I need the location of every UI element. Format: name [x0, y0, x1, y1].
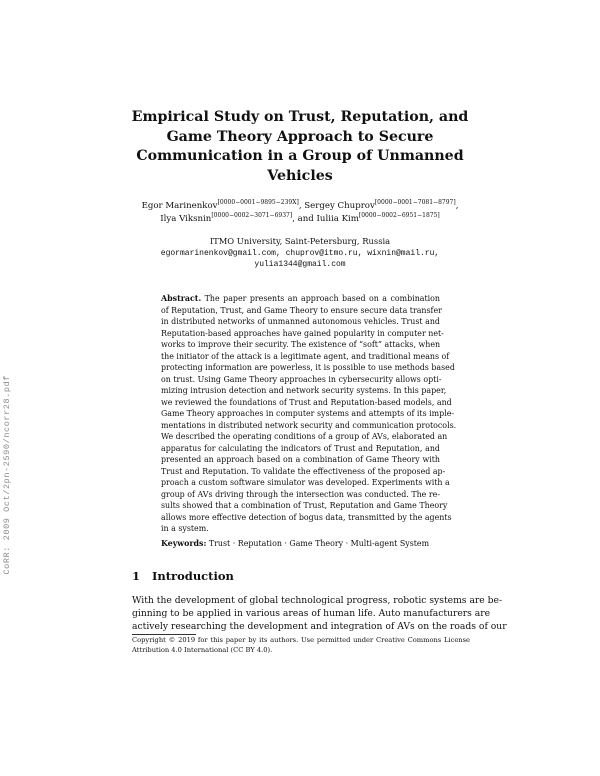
affiliation: [100, 236, 500, 271]
abstract-line: Trust and Reputation. To validate the effectiveness of the proposed ap-: [161, 466, 446, 476]
abstract-line: group of AVs driving through the intersection was conducted. The re-: [161, 489, 440, 499]
abstract-line: of Reputation, Trust, and Game Theory to ensure secure data transfer: [161, 305, 442, 315]
abstract-line: on trust. Using Game Theory approaches in cybersecurity allows opti-: [161, 374, 442, 384]
author-separator: ,: [455, 201, 459, 211]
abstract-line: works to improve their security. The existence of “soft” attacks, when: [161, 340, 441, 349]
section-heading: [132, 569, 234, 583]
keywords-text: Trust · Reputation · Game Theory · Multi-agent System: [208, 539, 430, 548]
keywords-label: Keywords:: [161, 539, 207, 548]
author-name: , and Iuliia Kim: [292, 213, 359, 224]
abstract-text: The paper presents an approach based on a combination: [204, 294, 441, 303]
abstract-line: mizing intrusion detection and network security systems. In this paper,: [161, 386, 447, 395]
author-line: [100, 200, 500, 213]
author-orcid: [0000−0002−6951−1875]: [358, 211, 440, 219]
arxiv-side-stamp: CoRR: 2009 Oct/2pn-2590/ncorr28.pdf: [2, 375, 12, 575]
copyright-footnote: [132, 636, 470, 655]
author-orcid: [0000−0002−3071−6937]: [211, 211, 293, 219]
author-name: , Sergey Chuprov: [298, 201, 375, 211]
author-list: [100, 200, 500, 225]
author-name: Ilya Viksnin: [160, 213, 212, 224]
abstract-line: [161, 293, 440, 305]
section-title: Introduction: [152, 569, 234, 583]
title-line: Communication in a Group of Unmanned: [136, 148, 464, 164]
author-name: Egor Marinenkov: [141, 201, 218, 211]
abstract: [161, 293, 457, 535]
abstract-line: Reputation-based approaches have gained popularity in computer net-: [161, 328, 444, 338]
abstract-line: apparatus for calculating the indicators of Trust and Reputation, and: [161, 443, 440, 453]
body-line: With the development of global technological progress, robotic systems are be-: [132, 595, 503, 606]
abstract-line: we reviewed the foundations of Trust and Reputation-based models, and: [161, 397, 452, 407]
abstract-line: mentations in distributed network security and communication protocols.: [161, 420, 457, 430]
abstract-label: Abstract.: [161, 294, 202, 303]
author-line: [100, 213, 500, 226]
footnote-rule: [132, 634, 196, 635]
abstract-line: protecting information are powerless, it is possible to use methods based: [161, 363, 455, 372]
body-line: ginning to be applied in various areas of human life. Auto manufacturers are: [132, 608, 491, 619]
title-line: Vehicles: [267, 167, 333, 184]
abstract-line: sults showed that a combination of Trust, Reputation and Game Theory: [161, 501, 448, 510]
title-line: Empirical Study on Trust, Reputation, and: [131, 109, 469, 125]
body-line: actively researching the development and integration of AVs on the roads of our: [132, 621, 507, 632]
author-orcid: [0000−0001−7081−8797]: [374, 199, 456, 207]
author-orcid: [0000−0001−9895−239X]: [217, 199, 299, 207]
affiliation-org: ITMO University, Saint-Petersburg, Russia: [209, 236, 391, 246]
author-emails: egormarinenkov@gmail.com, chuprov@itmo.ru, wixnin@mail.ru,: [160, 248, 440, 258]
footnote-line: Attribution 4.0 International (CC BY 4.0).: [132, 645, 273, 654]
paper-title: [130, 108, 470, 186]
author-emails: yulia1344@gmail.com: [254, 260, 346, 269]
abstract-line: proach a custom software simulator was developed. Experiments with a: [161, 478, 450, 487]
abstract-line: allows more effective detection of bogus data, transmitted by the agents: [161, 512, 452, 522]
keywords: [161, 539, 461, 548]
body-paragraph: [132, 594, 507, 633]
abstract-line: presented an approach based on a combination of Game Theory with: [161, 455, 440, 464]
abstract-line: in distributed networks of unmanned autonomous vehicles. Trust and: [161, 317, 440, 326]
abstract-line: We described the operating conditions of a group of AVs, elaborated an: [161, 432, 448, 441]
abstract-line: the initiator of the attack is a legitimate agent, and traditional means of: [161, 351, 450, 361]
footnote-line: Copyright © 2019 for this paper by its authors. Use permitted under Creative Commons License: [132, 636, 470, 644]
abstract-line: Game Theory approaches in computer systems and attempts of its imple-: [161, 409, 455, 418]
title-line: Game Theory Approach to Secure: [166, 128, 434, 145]
abstract-line: in a system.: [161, 524, 209, 533]
section-number: 1: [132, 569, 141, 583]
